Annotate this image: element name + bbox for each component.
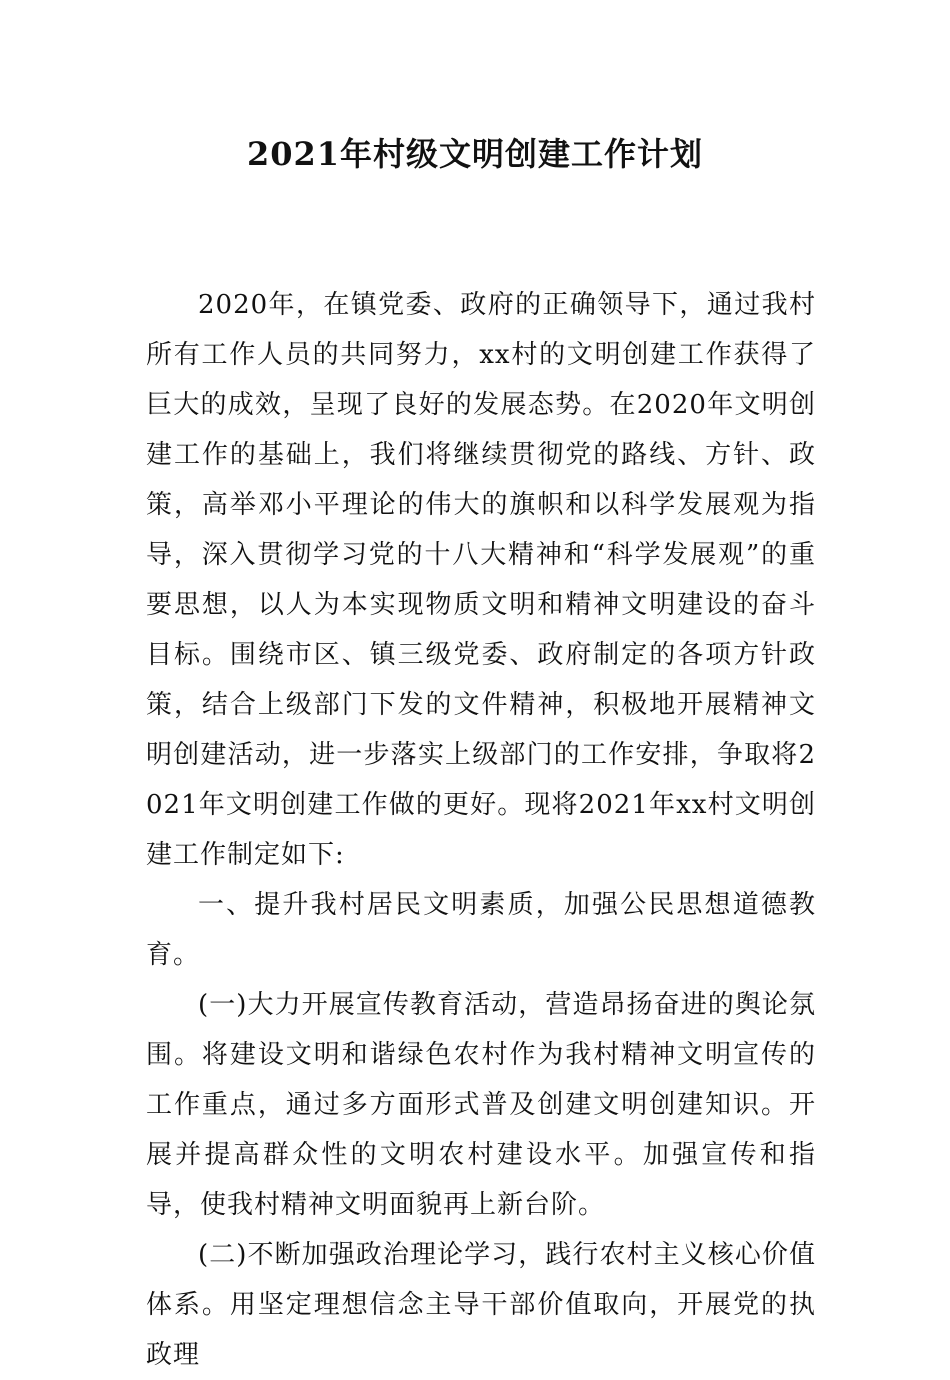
- paragraph-subsection-1: (一)大力开展宣传教育活动，营造昂扬奋进的舆论氛围。将建设文明和谐绿色农村作为我村精神文明宣传的工作重点，通过多方面形式普及创建文明创建知识。开展并提高群众性的文明农村建设水平。加强宣传和指导，使我村精神文明面貌再上新台阶。: [146, 990, 816, 1220]
- paragraph-section-1-heading: 一、提升我村居民文明素质，加强公民思想道德教育。: [146, 890, 816, 970]
- paragraph-intro: 2020年，在镇党委、政府的正确领导下，通过我村所有工作人员的共同努力，xx村的文明创建工作获得了巨大的成效，呈现了良好的发展态势。在2020年文明创建工作的基础上，我们将继续贯彻党的路线、方针、政策，高举邓小平理论的伟大的旗帜和以科学发展观为指导，深入贯彻学习党的十八大精神和“科学发展观”的重要思想，以人为本实现物质文明和精神文明建设的奋斗目标。围绕市区、镇三级党委、政府制定的各项方针政策，结合上级部门下发的文件精神，积极地开展精神文明创建活动，进一步落实上级部门的工作安排，争取将2021年文明创建工作做的更好。现将2021年xx村文明创建工作制定如下:: [146, 290, 816, 870]
- document-body: [146, 280, 816, 1380]
- document-title: 2021年村级文明创建工作计划: [246, 135, 704, 173]
- paragraph-subsection-2: (二)不断加强政治理论学习，践行农村主义核心价值体系。用坚定理想信念主导干部价值取向，开展党的执政理: [146, 1240, 816, 1370]
